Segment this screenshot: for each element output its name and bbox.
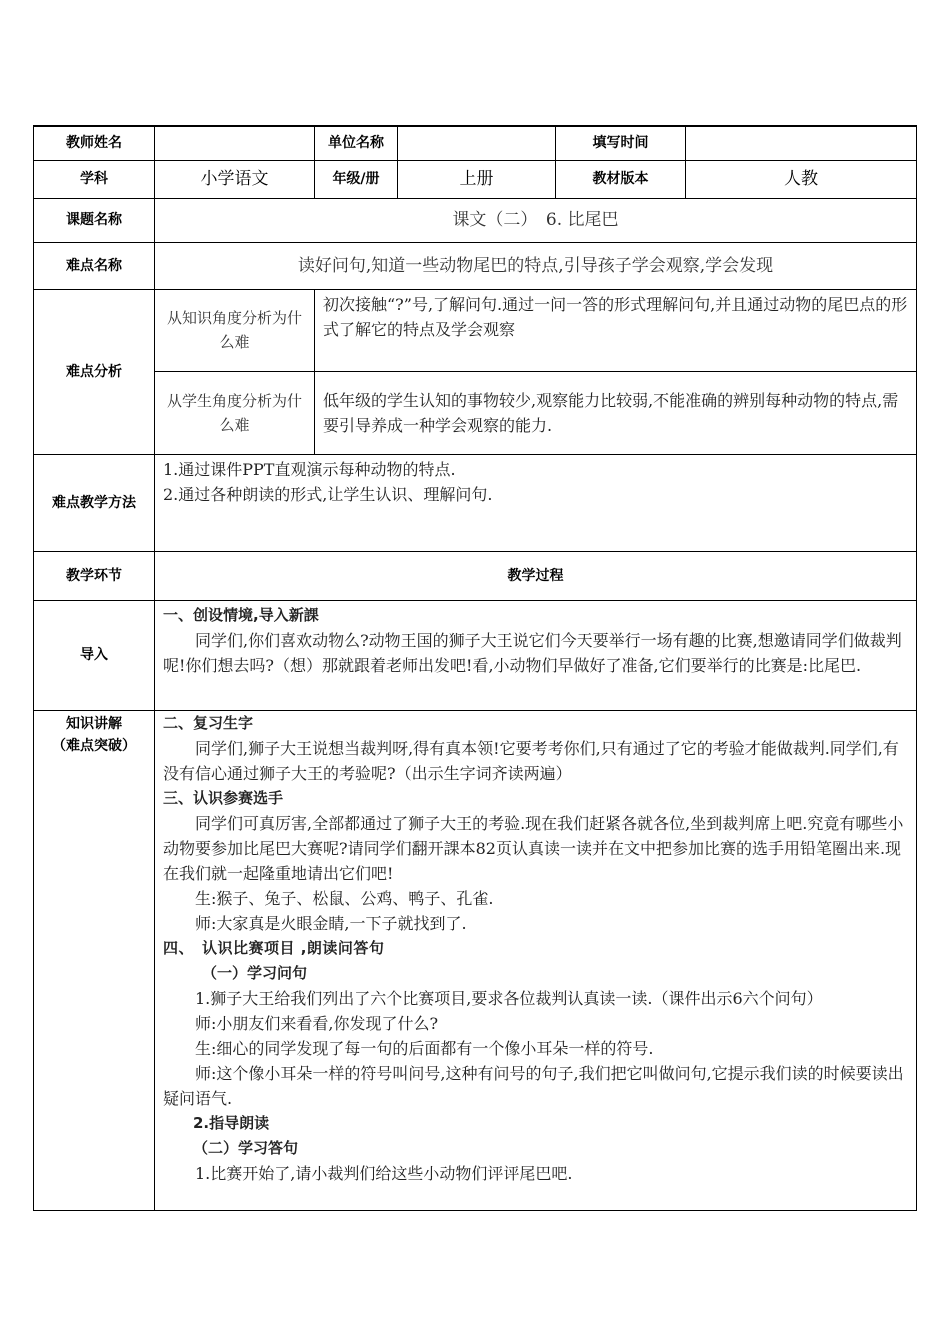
knowledge-label-line2: （难点突破） [52,737,136,754]
intro-heading: 一、创设情境,导入新課 [163,605,319,624]
section-3-heading: 三、认识参赛选手 [163,788,284,807]
date-label: 填写时间 [556,126,686,160]
section-2-text: 同学们,狮子大王说想当裁判呀,得有真本领!它要考考你们,只有通过了它的考验才能做裁判.同学们,有没有信心通过狮子大王的考验呢?（出示生字词齐读两遍） [163,738,899,783]
section-4a-heading: （一）学习问句 [202,963,308,982]
process-header: 教学过程 [155,551,917,600]
row-method [34,454,917,551]
knowledge-label-line1: 知识讲解 [66,715,122,732]
knowledge-angle-text: 初次接触“?”号,了解问句.通过一问一答的形式理解问句,并且通过动物的尾巴点的形式了解它的特点及学会观察 [315,289,917,371]
method-content [155,454,917,551]
row-process-header [34,551,917,600]
edition-label: 教材版本 [556,160,686,198]
knowledge-angle-label: 从知识角度分析为什么难 [155,289,315,371]
subject-label: 学科 [34,160,155,198]
section-4-heading: 四、 认识比赛项目 ,朗读问答句 [163,938,385,957]
row-intro [34,600,917,710]
edition-value: 人教 [686,160,917,198]
section-4a-student: 生:细心的同学发现了每一句的后面都有一个像小耳朵一样的符号. [195,1038,654,1058]
row-knowledge [34,710,917,1210]
section-4a-text: 1.狮子大王给我们列出了六个比赛项目,要求各位裁判认真读一读.（课件出示6六个问句） [195,988,823,1008]
row-subject [34,160,917,198]
method-item-2: 2.通过各种朗读的形式,让学生认识、理解问句. [163,484,493,504]
date-value[interactable] [686,126,917,160]
section-3-teacher: 师:大家真是火眼金睛,一下子就找到了. [195,913,467,933]
analysis-label: 难点分析 [34,289,155,454]
student-angle-label: 从学生角度分析为什么难 [155,371,315,454]
section-4a-reading-heading: 2.指导朗读 [193,1113,270,1132]
section-4b-heading: （二）学习答句 [193,1138,299,1157]
row-analysis-student [34,371,917,454]
intro-content [155,600,917,710]
lesson-title-value: 课文（二） 6. 比尾巴 [155,198,917,242]
knowledge-label [34,710,155,1210]
difficulty-value: 读好问句,知道一些动物尾巴的特点,引导孩子学会观察,学会发现 [155,242,917,289]
lesson-plan-table [33,125,917,1211]
row-teacher [34,126,917,160]
teacher-name-label: 教师姓名 [34,126,155,160]
difficulty-label: 难点名称 [34,242,155,289]
section-3-text: 同学们可真厉害,全部都通过了狮子大王的考验.现在我们赶紧各就各位,坐到裁判席上吧.究竟有哪些小动物要参加比尾巴大赛呢?请同学们翻开課本82页认真读一读并在文中把参加比赛的选手用铅笔圈出来.现在我们就一起隆重地请出它们吧! [163,813,904,883]
section-4a-explain: 师:这个像小耳朵一样的符号叫问号,这种有问号的句子,我们把它叫做问句,它提示我们读的时候要读出疑问语气. [163,1063,904,1108]
stage-header: 教学环节 [34,551,155,600]
row-analysis-knowledge [34,289,917,371]
row-difficulty [34,242,917,289]
method-item-1: 1.通过课件PPT直观演示每种动物的特点. [163,459,456,479]
section-3-student: 生:猴子、兔子、松鼠、公鸡、鸭子、孔雀. [195,888,494,908]
method-label: 难点教学方法 [34,454,155,551]
row-title [34,198,917,242]
grade-label: 年级/册 [315,160,398,198]
lesson-title-label: 课题名称 [34,198,155,242]
section-2-heading: 二、复习生字 [163,713,254,732]
unit-value[interactable] [398,126,556,160]
intro-text: 同学们,你们喜欢动物么?动物王国的狮子大王说它们今天要举行一场有趣的比赛,想邀请同学们做裁判呢!你们想去吗?（想）那就跟着老师出发吧!看,小动物们早做好了准备,它们要举行的比赛是:比尾巴. [163,630,902,675]
section-4b-text: 1.比赛开始了,请小裁判们给这些小动物们评评尾巴吧. [195,1163,573,1183]
subject-value: 小学语文 [155,160,315,198]
grade-value: 上册 [398,160,556,198]
unit-label: 单位名称 [315,126,398,160]
section-4a-teacher: 师:小朋友们来看看,你发现了什么? [195,1013,439,1033]
knowledge-content [155,710,917,1210]
teacher-name-value[interactable] [155,126,315,160]
intro-label: 导入 [34,600,155,710]
student-angle-text: 低年级的学生认知的事物较少,观察能力比较弱,不能准确的辨别每种动物的特点,需要引导养成一种学会观察的能力. [315,371,917,454]
